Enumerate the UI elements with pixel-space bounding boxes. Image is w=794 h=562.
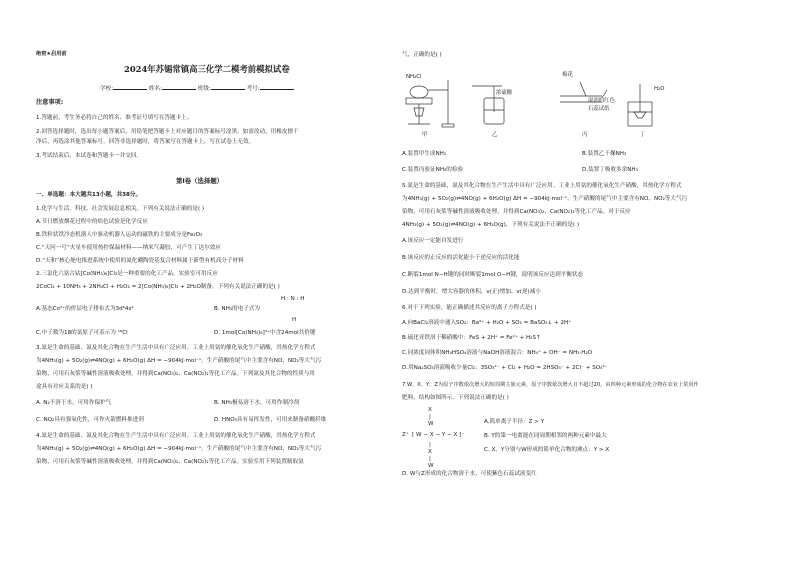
struct-bond: | — [429, 414, 431, 420]
question-line: D. HNO₃具有易挥发性，可用来制备硝酸纤维 — [214, 417, 327, 423]
caption-bing: 丙 — [582, 132, 588, 138]
question-line: D.“天和”核心舱电推进系统中使用的氮化硼陶瓷基复合材料属于新型有机高分子材料 — [36, 258, 244, 264]
question-line: 染物，可用石灰浆等碱性溶液吸收处理，并得到Ca(NO₃)₂、Ca(NO₂)₂等化工产品。实验室用下列装置制取氨 — [36, 459, 304, 465]
field-id-blank[interactable] — [260, 84, 294, 90]
question-line: B. NH₃极易溶于水，可用作制冷剂 — [214, 400, 300, 406]
question-line: 7.W、X、Y、Z为原子序数依次增大的短周期主族元素，原子序数依次增大且不超过20，由四种元素形成的化合物在农业上常用作 — [402, 382, 699, 388]
section-title: 一、单选题：本大题共13小题，共38分。 — [36, 192, 142, 198]
question-line: C. X、Y分别与W形成的简单化合物的沸点：Y > X — [484, 447, 610, 453]
question-line: D. W与Z形成的化合物溶于水，可使紫色石蕊试液变红 — [402, 471, 537, 477]
struct-bond: | — [429, 456, 431, 462]
question-line: 1.化学与生活、科技、社会发展息息相关。下列有关说法正确的是( ) — [36, 206, 205, 212]
field-school-blank[interactable] — [113, 84, 147, 90]
nh3-dot-bottom: H — [292, 317, 297, 323]
caption-ding: 丁 — [640, 132, 646, 138]
question-line: A.简单离子半径：Z > Y — [484, 419, 545, 425]
field-id: 考号: — [246, 86, 260, 92]
question-line: B.该反应的正反应的活化能小于逆反应的活化能 — [402, 255, 520, 261]
question-line: A.节日燃放烟花过程中的焰色试验是化学反应 — [36, 219, 148, 225]
apparatus-svg — [402, 62, 762, 140]
question-line: B. Y的第一电离能在同周期相邻的两种元素中最大 — [484, 433, 607, 439]
label-cotton: 棉花 — [562, 72, 573, 78]
label-conc-h2so4: 浓硫酸 — [496, 90, 513, 96]
label-nh4cl: NH₄Cl — [406, 74, 422, 80]
question-line: 染物，可用石灰浆等碱性溶液吸收处理，并得到Ca(NO₃)₂、Ca(NO₂)₂等化工产品。下列氮及其化合物的性质与用 — [36, 371, 315, 377]
question-line: C.中子数为18的氯原子可表示为 ¹⁸Cl — [36, 330, 128, 336]
question-line: C.装置丙验证NH₃的检验 — [402, 167, 464, 173]
structure-diagram — [402, 408, 482, 498]
label-litmus-1: 湿润的红色 — [588, 98, 615, 104]
field-name-blank[interactable] — [162, 84, 196, 90]
question-line: 为4NH₃(g) + 5O₂(g)⇌4NO(g) + 6H₂O(g) ΔH = −904kJ·mol⁻¹。生产硝酸的尾气中主要含有NO、NO₂等大气污 — [402, 196, 688, 202]
question-line: A.装置甲生成NH₃ — [402, 151, 447, 157]
question-line: D. 1mol[Co(NH₃)₆]³⁺中含24mol共价键 — [214, 330, 316, 336]
question-line: 5.氮是生命的基础，氮及其化合物在生产生活中具有广泛应用。工业上用氨的催化氧化生产硝酸，其热化学方程式 — [402, 183, 682, 189]
question-line: B.铁粒状铁冷态机器人中驱动机器人运动的磁铁的主要成分是Fe₂O₃ — [36, 232, 203, 238]
question-line: D.用Na₂SO₃溶液吸收少量Cl₂：3SO₃²⁻ + Cl₂ + H₂O = 2HSO₃⁻ + 2Cl⁻ + SO₄²⁻ — [402, 365, 608, 371]
field-school: 学校: — [100, 86, 114, 92]
question-line: 2CoCl₂ + 10NH₃ + 2NH₄Cl + H₂O₂ = 2[Co(NH₃)₆]Cl₃ + 2H₂O制备。下列有关说法正确的是( ) — [36, 284, 280, 290]
question-line: C.“天问一号”火星车使用热控保温材料——纳米气凝胶，可产生丁达尔效应 — [36, 245, 221, 251]
question-line: B. NH₃的电子式为 — [214, 306, 260, 312]
question-line: 肥料，结构如图所示。下列说法正确的是( ) — [402, 395, 509, 401]
struct-x-bottom: X — [428, 449, 432, 455]
question-line: A. N₂不溶于水，可用作保护气 — [36, 400, 112, 406]
question-line: 为4NH₃(g) + 5O₂(g)⇌4NO(g) + 6H₂O(g) ΔH = −904kJ·mol⁻¹。生产硝酸的尾气中主要含有NO、NO₂等大气污 — [36, 446, 322, 452]
nh3-dot-top: H : N : H — [281, 296, 305, 302]
struct-x-top: X — [428, 407, 432, 413]
field-name: 姓名: — [148, 86, 162, 92]
apparatus-figure — [402, 62, 762, 140]
question-line: 染物，可用石灰浆等碱性溶液吸收处理，并得到Ca(NO₃)₂、Ca(NO₂)₂等化工产品。对于反应 — [402, 209, 631, 215]
question-line: B.硫化亚铁溶于稀硝酸中：FeS + 2H⁺ = Fe²⁺ + H₂S↑ — [402, 335, 541, 341]
question-line: C.断裂1mol N−H键的同时断裂1mol O−H键，说明该反应达到平衡状态 — [402, 272, 584, 278]
question-line: C.同浓度同体积NH₄HSO₄溶液与NaOH溶液混合：NH₄⁺ + OH⁻ = NH₃·H₂O — [402, 350, 593, 356]
notice-line: 净后，再选涂其他答案标号。回答非选择题时，将答案写在答题卡上，写在试卷上无效。 — [36, 139, 255, 145]
struct-bond: | — [429, 442, 431, 448]
question-line: 4NH₃(g) + 5O₂(g)⇌4NO(g) + 6H₂O(g)，下列有关说法不正确的是( ) — [402, 222, 580, 228]
struct-w-bottom: W — [428, 463, 434, 469]
field-class-blank[interactable] — [211, 84, 245, 90]
caption-yi: 乙 — [492, 132, 498, 138]
notice-line: 1.答题前，考生务必将自己的姓名、准考证号填写在答题卡上。 — [36, 115, 193, 121]
part-title: 第I卷（选择题） — [176, 177, 224, 185]
struct-w-top: W — [428, 421, 434, 427]
question-line: B.装置乙干燥NH₃ — [582, 151, 627, 157]
question-line: 途具有对应关系的是( ) — [36, 384, 93, 390]
question-line: 3.氮是生命的基础，氮及其化合物在生产生活中具有广泛应用。工业上用氨的催化氧化生产硝酸，其热化学方程式 — [36, 345, 316, 351]
secret-label: 绝密★启用前 — [36, 51, 67, 57]
struct-z: Z⁺ — [402, 432, 409, 438]
question-line: 6.对于下列实验，能正确描述其反应的离子方程式是( ) — [402, 305, 537, 311]
question-line: D.达到平衡时，增大容器的体积，v(正)增加、v(逆)减小 — [402, 289, 541, 295]
question-line: 4.氮是生命的基础，氮及其化合物在生产生活中具有广泛应用。工业上用氨的催化氧化生产硝酸，其热化学方程式 — [36, 433, 316, 439]
question-line: 2.三氯化六氨合钴[Co(NH₃)₆]Cl₃是一种重要的化工产品，实验室可用反应 — [36, 271, 218, 277]
struct-chain: [ W − X − Y − X ]⁻ — [412, 432, 465, 438]
question-line: A.向BaCl₂溶液中通入SO₂：Ba²⁺ + H₂O + SO₂ = BaSO₃↓ + 2H⁺ — [402, 320, 572, 326]
field-class: 班级: — [197, 86, 211, 92]
question-line: A.基态Co²⁺的价层电子排布式为3d⁶4s² — [36, 306, 134, 312]
exam-title: 2024年苏锡常镇高三化学二模考前模拟试卷 — [124, 64, 290, 74]
caption-jia: 甲 — [422, 132, 428, 138]
question-line: 气，正确的是( ) — [402, 52, 442, 58]
notice-heading: 注意事项: — [36, 99, 64, 106]
label-litmus-2: 石蕊试纸 — [588, 106, 610, 112]
label-water: H₂O — [654, 86, 665, 92]
info-fields — [100, 84, 294, 93]
question-line: 为4NH₃(g) + 5O₂(g)⇌4NO(g) + 6H₂O(g) ΔH = −904kJ·mol⁻¹。生产硝酸的尾气中主要含有NO、NO₂等大气污 — [36, 358, 322, 364]
question-line: C. NO₂具有强氧化性，可作火箭燃料推进剂 — [36, 417, 144, 423]
question-line: D.装置丁吸收多余NH₃ — [582, 167, 638, 173]
notice-line: 2.回答选择题时，选出每小题答案后，用铅笔把答题卡上对应题目的答案标号涂黑，如需改动，用橡皮擦干 — [36, 129, 299, 135]
notice-line: 3.考试结束后，本试卷和答题卡一并交回。 — [36, 153, 143, 159]
question-line: A.该反应一定能自发进行 — [402, 238, 464, 244]
